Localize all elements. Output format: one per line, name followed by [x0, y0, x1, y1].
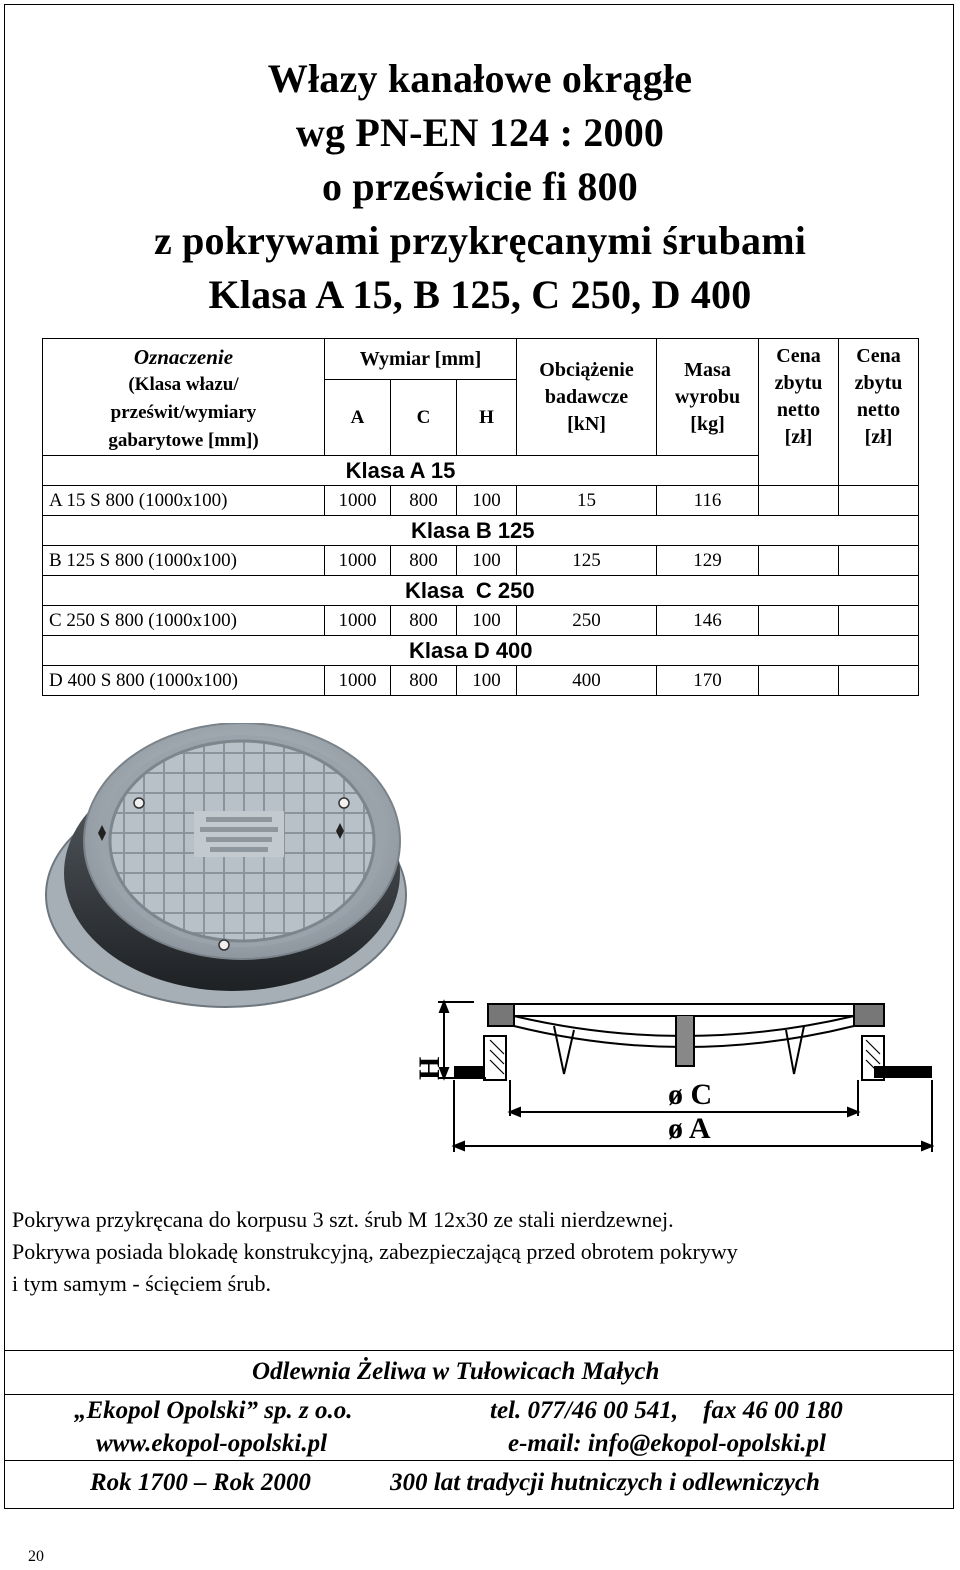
cell-mass: 129: [657, 546, 759, 576]
footer-website: www.ekopol-opolski.pl: [96, 1430, 328, 1457]
cell-load: 400: [517, 666, 657, 696]
cell-load: 250: [517, 606, 657, 636]
footer-divider: [4, 1460, 954, 1461]
cell-label: B 125 S 800 (1000x100): [43, 546, 325, 576]
header-text: netto: [856, 399, 901, 421]
header-h: H: [457, 380, 517, 456]
label-diameter-c: ø C: [668, 1078, 713, 1111]
footer-phone: tel. 077/46 00 541, fax 46 00 180: [490, 1397, 843, 1424]
title-line-3: o prześwicie fi 800: [322, 164, 638, 209]
cell-h: 100: [457, 486, 517, 516]
cell-h: 100: [457, 666, 517, 696]
header-obciazenie: [517, 339, 657, 456]
header-oznaczenie-sub: (Klasa włazu/: [128, 374, 239, 395]
description-line: i tym samym - ścięciem śrub.: [12, 1271, 272, 1296]
cell-price-2: [839, 666, 919, 696]
header-cena-2: [839, 339, 919, 486]
cell-c: 800: [391, 666, 457, 696]
description: [12, 1204, 952, 1300]
header-cena-1: [759, 339, 839, 486]
description-line: Pokrywa przykręcana do korpusu 3 szt. śrub M 12x30 ze stali nierdzewnej.: [12, 1207, 674, 1232]
footer-company-name: Odlewnia Żeliwa w Tułowicach Małych: [252, 1358, 660, 1385]
class-label: Klasa C 250: [43, 576, 919, 606]
header-text: zbytu: [774, 372, 823, 394]
class-row: [43, 516, 919, 546]
class-label: Klasa A 15: [43, 456, 759, 486]
cell-mass: 146: [657, 606, 759, 636]
header-text: Cena: [856, 345, 901, 367]
cell-a: 1000: [325, 666, 391, 696]
header-oznaczenie: [43, 339, 325, 456]
header-text: wyrobu: [674, 385, 741, 408]
table-row: [43, 666, 919, 696]
label-h: H: [413, 1056, 446, 1080]
class-row: [43, 636, 919, 666]
cell-price-2: [839, 486, 919, 516]
cell-label: D 400 S 800 (1000x100): [43, 666, 325, 696]
class-label: Klasa B 125: [43, 516, 919, 546]
cell-price-1: [759, 666, 839, 696]
header-a: A: [325, 380, 391, 456]
header-oznaczenie-sub: gabarytowe [mm]): [108, 430, 259, 451]
footer-tradition: 300 lat tradycji hutniczych i odlewniczych: [390, 1469, 820, 1496]
class-label: Klasa D 400: [43, 636, 919, 666]
header-text: Cena: [776, 345, 821, 367]
cell-price-1: [759, 546, 839, 576]
footer-divider: [4, 1350, 954, 1351]
cell-c: 800: [391, 486, 457, 516]
cell-price-1: [759, 606, 839, 636]
title-line-1: Włazy kanałowe okrągłe: [267, 56, 693, 101]
cell-load: 125: [517, 546, 657, 576]
cell-label: A 15 S 800 (1000x100): [43, 486, 325, 516]
header-text: badawcze: [544, 385, 629, 408]
table-row: [43, 546, 919, 576]
title-line-4: z pokrywami przykręcanymi śrubami: [153, 218, 807, 263]
header-wymiar: Wymiar [mm]: [325, 339, 517, 380]
header-oznaczenie-sub: prześwit/wymiary: [110, 402, 257, 423]
title-line-5: Klasa A 15, B 125, C 250, D 400: [208, 272, 752, 317]
table-row: [43, 486, 919, 516]
cell-mass: 116: [657, 486, 759, 516]
class-row: [43, 576, 919, 606]
cell-label: C 250 S 800 (1000x100): [43, 606, 325, 636]
cell-price-2: [839, 606, 919, 636]
cell-mass: 170: [657, 666, 759, 696]
header-text: [kN]: [567, 412, 606, 435]
cell-h: 100: [457, 606, 517, 636]
label-diameter-a: ø A: [668, 1112, 711, 1145]
cell-a: 1000: [325, 486, 391, 516]
header-text: zbytu: [854, 372, 903, 394]
cell-a: 1000: [325, 606, 391, 636]
title-line-2: wg PN-EN 124 : 2000: [295, 110, 665, 155]
cell-c: 800: [391, 546, 457, 576]
header-masa: [657, 339, 759, 456]
cell-c: 800: [391, 606, 457, 636]
header-c: C: [391, 380, 457, 456]
footer-years: Rok 1700 – Rok 2000: [90, 1469, 311, 1496]
page-number: 20: [28, 1548, 44, 1565]
footer-company-legal: „Ekopol Opolski” sp. z o.o.: [74, 1397, 353, 1424]
manhole-cover-image: [44, 723, 416, 1011]
cell-load: 15: [517, 486, 657, 516]
header-text: netto: [776, 399, 821, 421]
footer-email: e-mail: info@ekopol-opolski.pl: [508, 1430, 826, 1457]
header-text: [kg]: [690, 412, 725, 435]
header-oznaczenie-title: Oznaczenie: [133, 345, 234, 369]
page-title: [0, 52, 960, 322]
table-row: [43, 606, 919, 636]
table-header-row: [43, 339, 919, 380]
cell-h: 100: [457, 546, 517, 576]
cell-price-2: [839, 546, 919, 576]
cell-a: 1000: [325, 546, 391, 576]
cell-price-1: [759, 486, 839, 516]
header-text: [zł]: [784, 426, 813, 448]
header-text: Obciążenie: [539, 358, 634, 381]
product-table: [42, 338, 919, 696]
description-line: Pokrywa posiada blokadę konstrukcyjną, zabezpieczającą przed obrotem pokrywy: [12, 1239, 738, 1264]
footer-divider: [4, 1394, 954, 1395]
header-text: [zł]: [864, 426, 893, 448]
header-text: Masa: [684, 358, 731, 381]
